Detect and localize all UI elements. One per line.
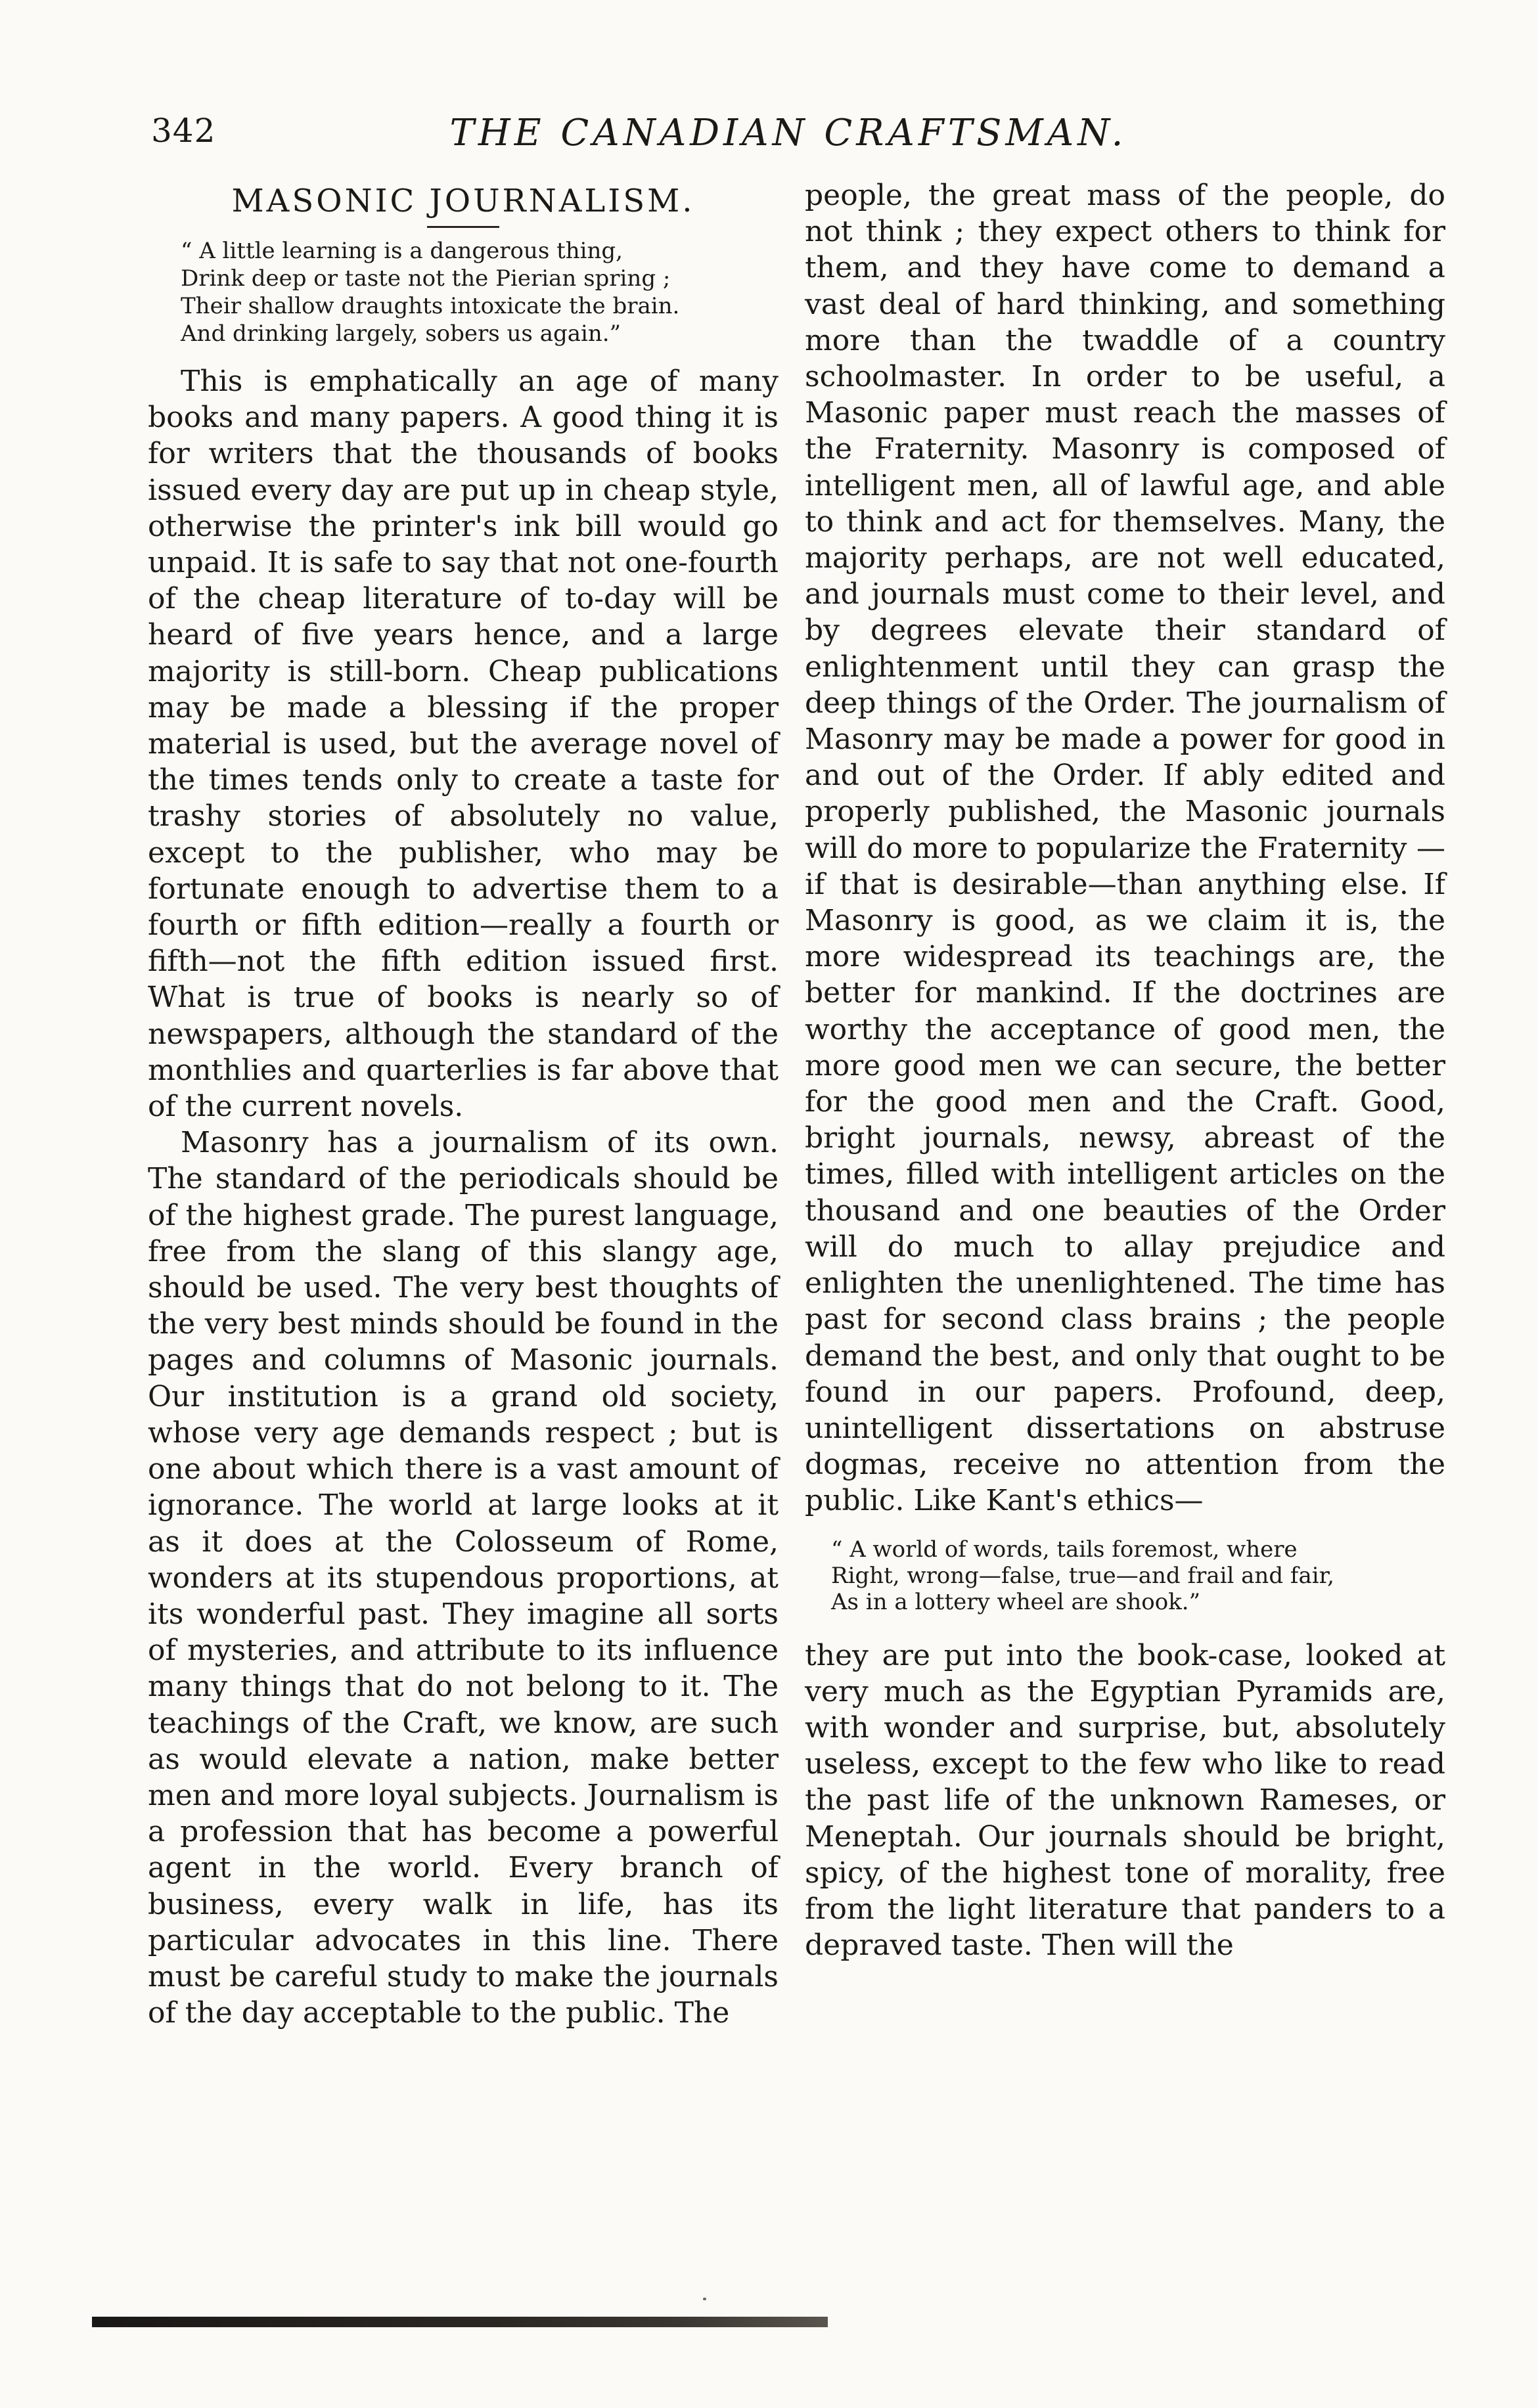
epigraph-line: And drinking largely, sobers us again.” — [181, 321, 621, 347]
bottom-rule — [92, 2317, 828, 2327]
paragraph-continued: people, the great mass of the people, do not think ; they expect others to think for them, and they have come to demand a vast deal of hard thinking, and something more than the twaddle of a country schoolmaster. In order to be useful, a Masonic paper must reach the masses of the Fraternity. Masonry is composed of intelligent men, all of lawful age, and able to think and act for themselves. Many, the majority perhaps, are not well educated, and journals must come to their level, and by degrees elevate their standard of enlightenment until they can grasp the deep things of the Order. The journalism of Masonry may be made a power for good in and out of the Order. If ably edited and properly published, the Masonic journals will do more to popularize the Fraternity —if that is desirable—than anything else. If Masonry is good, as we claim it is, the more widespread its teachings are, the better for mankind. If the doctrines are worthy the acceptance of good men, the more good men we can secure, the better for the good men and the Craft. Good, bright journals, newsy, abreast of the times, filled with intelligent articles on the thousand and one beauties of the Order will do much to allay prejudice and enlighten the unenlightened. The time has past for second class brains ; the people demand the best, and only that ought to be found in our papers. Profound, deep, unintelligent dissertations on abstruse dogmas, receive no attention from the public. Like Kant's ethics— — [805, 179, 1445, 1518]
quote-line: “ A world of words, tails foremost, where — [831, 1536, 1298, 1563]
article-title: MASONIC JOURNALISM. — [231, 183, 695, 219]
epigraph-line: “ A little learning is a dangerous thing, — [181, 238, 623, 264]
page-number: 342 — [151, 112, 216, 150]
right-column — [805, 177, 1445, 1963]
running-header — [151, 112, 1426, 171]
block-quote — [831, 1536, 1432, 1615]
epigraph-line: Drink deep or taste not the Pierian spring ; — [181, 265, 671, 292]
left-column — [148, 177, 779, 2031]
epigraph — [181, 237, 759, 347]
paragraph-masonic-journalism: Masonry has a journalism of its own. The standard of the periodicals should be of the highest grade. The purest language, free from the slang of this slangy age, should be used. The very best thoughts of the very best minds should be found in the pages and columns of Masonic journals. Our institution is a grand old society, whose very age demands respect ; but is one about which there is a vast amount of ignorance. The world at large looks at it as it does at the Colosseum of Rome, wonders at its stupendous proportions, at its wonderful past. They imagine all sorts of mysteries, and attribute to its influence many things that do not belong to it. The teachings of the Craft, we know, are such as would elevate a nation, make better men and more loyal subjects. Journalism is a profession that has become a powerful agent in the world. Every branch of business, every walk in life, has its particular advocates in this line. There must be careful study to make the journals of the day acceptable to the public. The — [148, 1126, 779, 2030]
quote-line: As in a lottery wheel are shook.” — [831, 1588, 1200, 1615]
running-title: THE CANADIAN CRAFTSMAN. — [449, 112, 1127, 154]
paragraph-after-quote: they are put into the book-case, looked at very much as the Egyptian Pyramids are, with wonder and surprise, but, absolutely useless, except to the few who like to read the past life of the unknown Rameses, or Meneptah. Our journals should be bright, spicy, of the highest tone of morality, free from the light literature that panders to a depraved taste. Then will the — [805, 1638, 1445, 1963]
title-rule — [427, 226, 499, 228]
quote-line: Right, wrong—false, true—and frail and fair, — [831, 1562, 1334, 1589]
paragraph-books-and-papers: This is emphatically an age of many books and many papers. A good thing it is for writers that the thousands of books issued every day are put up in cheap style, otherwise the printer's ink bill would go unpaid. It is safe to say that not one-fourth of the cheap literature of to-day will be heard of five years hence, and a large majority is still-born. Cheap publications may be made a blessing if the proper material is used, but the average novel of the times tends only to create a taste for trashy stories of absolutely no value, except to the publisher, who may be fortunate enough to advertise them to a fourth or fifth edition—really a fourth or fifth—not the fifth edition issued first. What is true of books is nearly so of newspapers, although the standard of the monthlies and quarterlies is far above that of the current novels. — [148, 365, 779, 1124]
epigraph-line: Their shallow draughts intoxicate the brain. — [181, 293, 680, 319]
ink-speck — [703, 2298, 706, 2300]
